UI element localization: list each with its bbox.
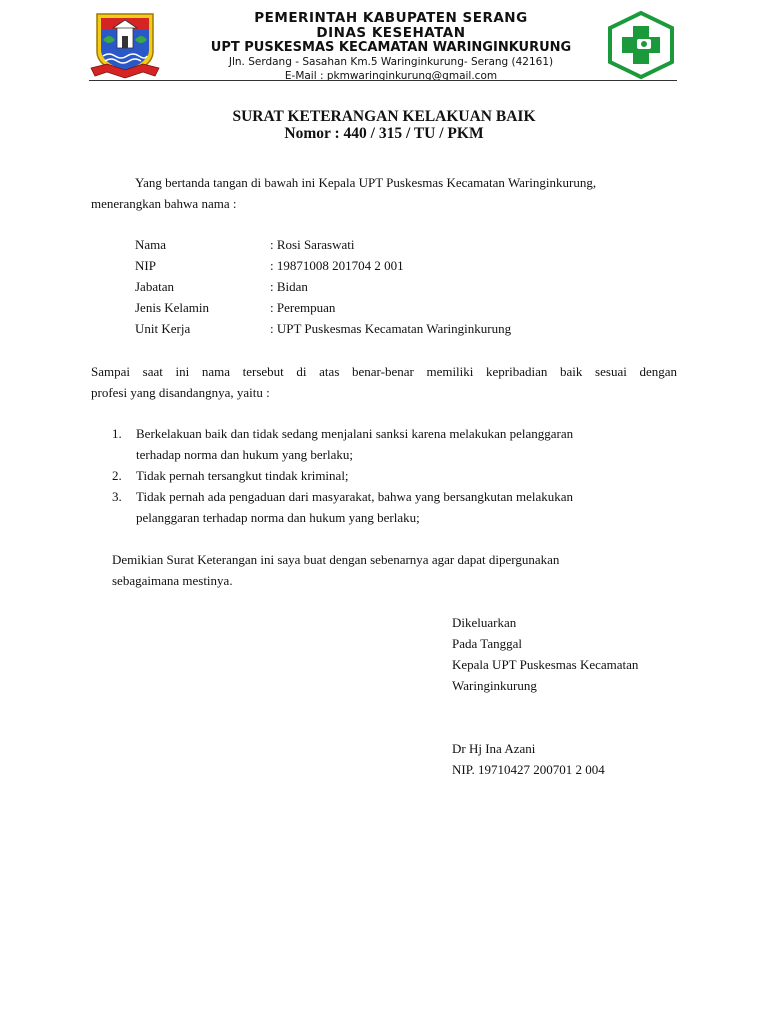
list-item [112, 486, 652, 528]
letterhead-divider [89, 80, 677, 81]
address: Jln. Serdang - Sasahan Km.5 Waringinkurung- Serang (42161) [228, 56, 554, 68]
identity-value: : Bidan [270, 279, 308, 294]
document-number: Nomor : 440 / 315 / TU / PKM [284, 125, 484, 142]
statement-line-2: profesi yang disandangnya, yaitu : [91, 385, 270, 400]
closing-line-1: Demikian Surat Keterangan ini saya buat dengan sebenarnya agar dapat dipergunakan [112, 552, 560, 567]
closing-paragraph [112, 549, 652, 591]
signer-nip: NIP. 19710427 200701 2 004 [452, 762, 605, 777]
signature-space [452, 696, 638, 738]
serang-regency-emblem-icon [89, 10, 161, 80]
intro-paragraph [91, 172, 677, 214]
list-item-line: Berkelakuan baik dan tidak sedang menjalani sanksi karena melakukan pelanggaran [136, 426, 574, 441]
signer-name: Dr Hj Ina Azani [452, 741, 536, 756]
letterhead [89, 10, 677, 80]
unit-name: UPT PUSKESMAS KECAMATAN WARINGINKURUNG [210, 40, 572, 55]
identity-label: Jenis Kelamin [135, 300, 210, 315]
identity-label: Nama [135, 237, 167, 252]
email: E-Mail : pkmwaringinkurung@gmail.com [284, 70, 498, 82]
government-name: PEMERINTAH KABUPATEN SERANG [254, 10, 528, 26]
puskesmas-green-cross-icon [605, 10, 677, 80]
list-item [112, 423, 652, 465]
agency-name: DINAS KESEHATAN [316, 25, 466, 41]
closing-line-2: sebagaimana mestinya. [112, 573, 233, 588]
list-number: 3. [112, 489, 122, 504]
list-item [112, 465, 652, 486]
conditions-list [112, 423, 652, 528]
intro-line-1: Yang bertanda tangan di bawah ini Kepala UPT Puskesmas Kecamatan Waringinkurung, [135, 175, 597, 190]
identity-label: NIP [135, 258, 156, 273]
signer-position: Kepala UPT Puskesmas Kecamatan [452, 657, 639, 672]
signature-block [452, 612, 638, 780]
identity-label: Unit Kerja [135, 321, 191, 336]
list-number: 2. [112, 468, 122, 483]
date-label: Pada Tanggal [452, 636, 522, 651]
signer-position-cont: Waringinkurung [452, 678, 537, 693]
letterhead-text [181, 10, 601, 80]
list-item-line: pelanggaran terhadap norma dan hukum yang berlaku; [136, 510, 420, 525]
statement-paragraph [91, 361, 677, 403]
list-item-line: Tidak pernah ada pengaduan dari masyarakat, bahwa yang bersangkutan melakukan [136, 489, 574, 504]
identity-value: : 19871008 201704 2 001 [270, 258, 404, 273]
identity-value: : Rosi Saraswati [270, 237, 355, 252]
intro-line-2: menerangkan bahwa nama : [91, 196, 237, 211]
list-item-line: terhadap norma dan hukum yang berlaku; [136, 447, 353, 462]
list-number: 1. [112, 426, 122, 441]
document-title: SURAT KETERANGAN KELAKUAN BAIK [232, 108, 536, 125]
identity-label: Jabatan [135, 279, 174, 294]
issued-label: Dikeluarkan [452, 615, 517, 630]
list-item-line: Tidak pernah tersangkut tindak kriminal; [136, 468, 349, 483]
statement-line-1: Sampai saat ini nama tersebut di atas benar-benar memiliki kepribadian baik sesuai dengan [91, 364, 677, 379]
identity-value: : UPT Puskesmas Kecamatan Waringinkurung [270, 321, 512, 336]
identity-value: : Perempuan [270, 300, 336, 315]
